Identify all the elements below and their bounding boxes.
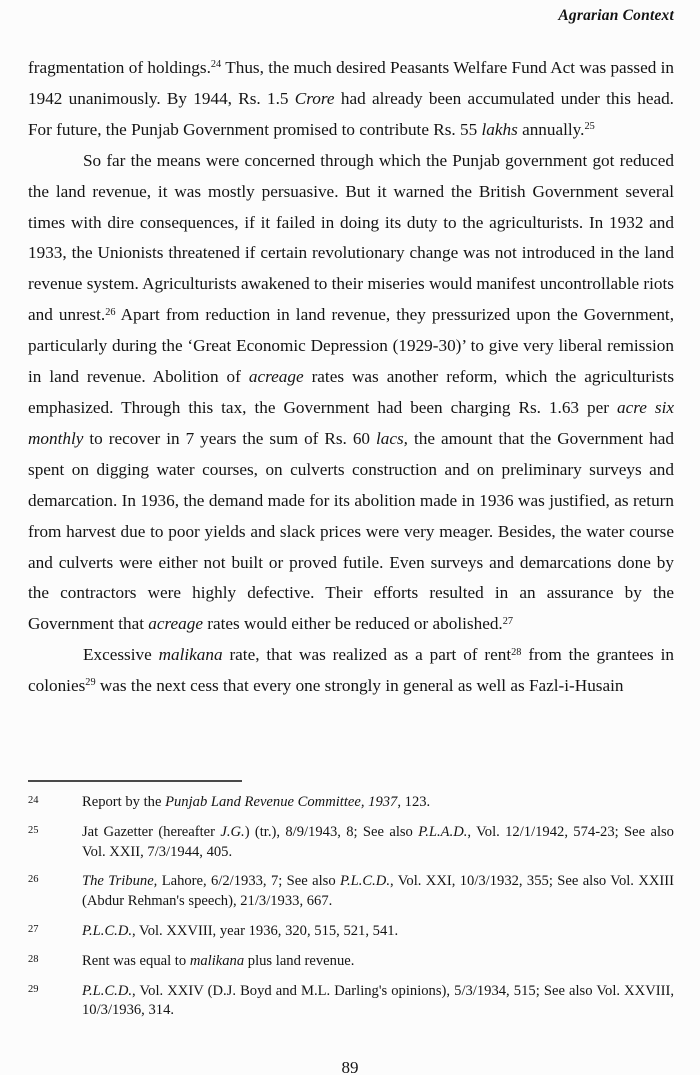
footnote-item xyxy=(28,982,674,1022)
footnote-text: The Tribune, Lahore, 6/2/1933, 7; See also P.L.C.D., Vol. XXI, 10/3/1932, 355; See also Vol. XXIII (Abdur Rehman's speech), 21/3/1933, 667. xyxy=(82,873,674,910)
page-number: 89 xyxy=(341,1058,359,1075)
paragraph: Excessive malikana rate, that was realized as a part of rent$^{28}$ from the grantees in colonies$^{29}$ was the next cess that every one strongly in general as well as Fazl-i-Husain xyxy=(28,645,674,696)
paragraph: So far the means were concerned through which the Punjab government got reduced the land revenue, it was mostly persuasive. But it warned the British Government several times with dire consequences, if it failed in doing its duty to the agriculturists. In 1932 and 1933, the Unionists threatened if certain revolutionary change was not introduced in the land revenue system. Agriculturists awakened to their miseries would manifest uncontrollable riots and unrest.$^{26}$ Apart from reduction in land revenue, they pressurized upon the Government, particularly during the ‘Great Economic Depression (1929-30)’ to give very liberal remission in land revenue. Abolition of acreage rates was another reform, which the agriculturists emphasized. Through this tax, the Government had been charging Rs. 1.63 per acre six monthly to recover in 7 years the sum of Rs. 60 lacs, the amount that the Government had spent on digging water courses, on culverts construction and on preliminary surveys and demarcation. In 1936, the demand made for its abolition made in 1936 was justified, as return from harvest due to poor yields and slack prices were very meager. Besides, the water course and culverts were either not built or proved futile. Even surveys and demarcations done by the contractors were highly defective. Their efforts resulted in an assurance by the Government that acreage rates would either be reduced or abolished.$^{27}$ xyxy=(28,150,675,634)
footnote-item xyxy=(28,922,674,942)
footnote-number: 25 xyxy=(28,824,39,836)
body-text xyxy=(28,53,674,702)
footnotes-section xyxy=(28,793,674,1031)
footnote-text: P.L.C.D., Vol. XXVIII, year 1936, 320, 515, 521, 541. xyxy=(82,922,399,939)
footnote-item xyxy=(28,952,674,972)
running-header-title: Agrarian Context xyxy=(558,7,674,24)
footnote-number: 26 xyxy=(28,874,39,886)
footnote-separator xyxy=(28,780,242,782)
footnote-number: 27 xyxy=(28,923,39,935)
footnote-text: P.L.C.D., Vol. XXIV (D.J. Boyd and M.L. Darling's opinions), 5/3/1934, 515; See also Vol. XXVIII, 10/3/1936, 314. xyxy=(82,982,674,1019)
footnote-text: Jat Gazetter (hereafter J.G.) (tr.), 8/9/1943, 8; See also P.L.A.D., Vol. 12/1/1942, 574-23; See also Vol. XXII, 7/3/1944, 405. xyxy=(82,823,674,860)
footnote-number: 24 xyxy=(28,795,39,806)
footnote-number: 29 xyxy=(28,983,39,995)
footnote-item xyxy=(28,872,674,912)
footnote-item xyxy=(28,823,674,863)
footnote-text: Report by the Punjab Land Revenue Committee, 1937, 123. xyxy=(82,794,431,810)
footnote-item xyxy=(28,793,674,813)
footnote-text: Rent was equal to malikana plus land revenue. xyxy=(82,952,355,969)
paragraph: fragmentation of holdings.$^{24}$ Thus, the much desired Peasants Welfare Fund Act was passed in 1942 unanimously. By 1944, Rs. 1.5 Crore had already been accumulated under this head. For future, the Punjab Government promised to contribute Rs. 55 lakhs annually.$^{25}$ xyxy=(28,58,674,139)
footnote-number: 28 xyxy=(28,953,39,965)
